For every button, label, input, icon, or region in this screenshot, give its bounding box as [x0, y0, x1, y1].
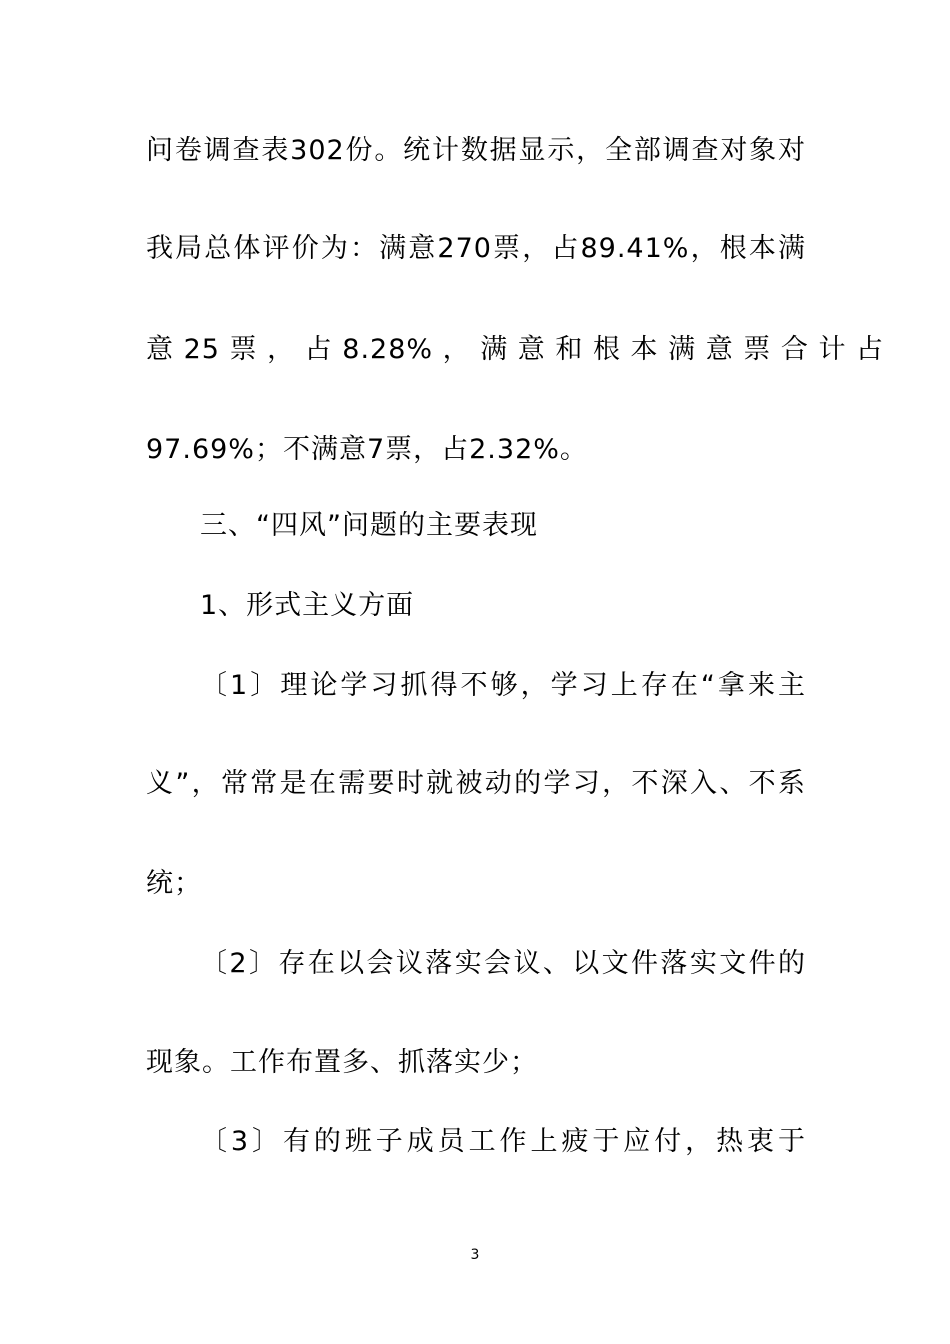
body-text-line: 我局总体评价为：满意270票，占89.41%，根本满 [146, 233, 806, 264]
body-text-line: 义”，常常是在需要时就被动的学习，不深入、不系 [146, 768, 806, 799]
body-text-line: 〔3〕有的班子成员工作上疲于应付，热衷于 [200, 1126, 806, 1157]
body-text-line: 97.69%；不满意7票，占2.32%。 [146, 434, 588, 465]
body-text-line: 〔2〕存在以会议落实会议、以文件落实文件的 [200, 948, 806, 979]
body-text-line: 现象。工作布置多、抓落实少； [146, 1047, 538, 1078]
body-text-line: 〔1〕理论学习抓得不够，学习上存在“拿来主 [200, 670, 806, 701]
subsection-heading: 1、形式主义方面 [200, 590, 415, 621]
body-text-line: 问卷调查表302份。统计数据显示，全部调查对象对 [146, 135, 806, 166]
page-number: 3 [470, 1247, 480, 1263]
body-text-line: 意 25 票 ， 占 8.28% ， 满 意 和 根 本 满 意 票 合 计 占 [146, 334, 885, 365]
body-text-line: 统； [146, 868, 202, 899]
section-heading: 三、“四风”问题的主要表现 [200, 510, 538, 541]
